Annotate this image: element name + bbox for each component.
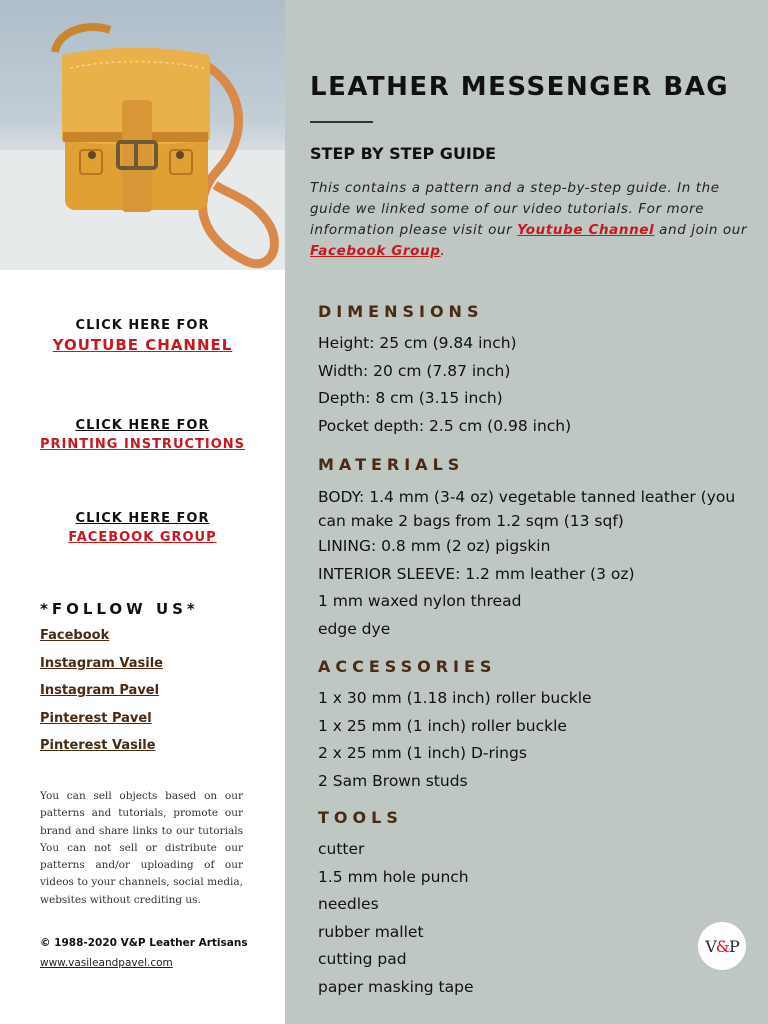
intro-paragraph: [310, 178, 750, 262]
material-item: 1 mm waxed nylon thread: [318, 592, 522, 610]
tool-item: cutter: [318, 840, 365, 858]
bag-illustration: [0, 0, 285, 270]
intro-youtube-link[interactable]: Youtube Channel: [517, 222, 655, 238]
accessory-item: 2 Sam Brown studs: [318, 771, 468, 790]
material-item: BODY: 1.4 mm (3-4 oz) vegetable tanned leather (you can make 2 bags from 1.2 sqm (13 sqf): [318, 488, 736, 530]
accessories-heading: ACCESSORIES: [318, 657, 497, 676]
page-subtitle: STEP BY STEP GUIDE: [310, 144, 497, 163]
intro-text-3: .: [440, 243, 446, 259]
printing-instructions-link[interactable]: PRINTING INSTRUCTIONS: [39, 437, 246, 452]
material-item: LINING: 0.8 mm (2 oz) pigskin: [318, 537, 551, 555]
dimensions-heading: DIMENSIONS: [318, 302, 484, 321]
bag-photo: [0, 0, 285, 270]
tool-item: cutting pad: [318, 950, 407, 968]
website-link[interactable]: www.vasileandpavel.com: [40, 957, 173, 969]
social-link-facebook[interactable]: Facebook: [40, 628, 110, 643]
cta-printing-pre: CLICK HERE FOR: [75, 418, 210, 433]
tools-list: [318, 836, 474, 1001]
right-panel: [285, 0, 768, 1024]
follow-us-heading: *FOLLOW US*: [40, 600, 199, 618]
cta-facebook-pre: CLICK HERE FOR: [75, 511, 210, 526]
social-link-pinterest-vasile[interactable]: Pinterest Vasile: [40, 738, 156, 753]
materials-list: [318, 485, 738, 643]
youtube-channel-link[interactable]: YOUTUBE CHANNEL: [52, 336, 233, 354]
intro-text-1: This contains a pattern and a step-by-step guide. In the guide we linked some of our video tutorials. For more information please visit our: [310, 180, 720, 238]
tool-item: paper masking tape: [318, 977, 474, 996]
dimensions-list: [318, 330, 571, 440]
logo-amp: &: [715, 936, 730, 956]
facebook-group-link[interactable]: FACEBOOK GROUP: [68, 530, 217, 545]
social-link-instagram-vasile[interactable]: Instagram Vasile: [40, 655, 163, 671]
cta-youtube-pre: CLICK HERE FOR: [75, 318, 210, 333]
accessory-item: 2 x 25 mm (1 inch) D-rings: [318, 744, 527, 762]
materials-heading: MATERIALS: [318, 455, 465, 474]
accessory-item: 1 x 25 mm (1 inch) roller buckle: [318, 716, 567, 735]
accessory-item: 1 x 30 mm (1.18 inch) roller buckle: [318, 689, 592, 707]
cta-printing[interactable]: [0, 418, 285, 452]
tools-heading: TOOLS: [318, 808, 403, 827]
dimension-item: Pocket depth: 2.5 cm (0.98 inch): [318, 416, 572, 435]
social-links: [40, 627, 163, 765]
dimension-item: Width: 20 cm (7.87 inch): [318, 361, 511, 380]
title-divider: [310, 121, 373, 123]
copyright: © 1988-2020 V&P Leather Artisans: [40, 937, 248, 949]
material-item: INTERIOR SLEEVE: 1.2 mm leather (3 oz): [318, 564, 635, 583]
vp-logo: [698, 922, 746, 970]
social-link-pinterest-pavel[interactable]: Pinterest Pavel: [40, 710, 152, 726]
intro-facebook-link[interactable]: Facebook Group: [310, 243, 441, 259]
accessories-list: [318, 685, 592, 795]
cta-facebook[interactable]: [0, 511, 285, 545]
intro-text-2: and join our: [654, 222, 748, 238]
dimension-item: Depth: 8 cm (3.15 inch): [318, 389, 503, 407]
usage-disclaimer: You can sell objects based on our patterns and tutorials, promote our brand and share links to our tutorials You can not sell or distribute our patterns and/or uploading of our videos to your channels, social media, websites without crediting us.: [40, 790, 243, 906]
material-item: edge dye: [318, 619, 391, 638]
tool-item: 1.5 mm hole punch: [318, 867, 469, 886]
logo-v: V: [705, 936, 716, 956]
dimension-item: Height: 25 cm (9.84 inch): [318, 334, 517, 352]
tool-item: needles: [318, 895, 379, 913]
left-column: [0, 0, 285, 1024]
logo-p: P: [729, 936, 739, 956]
cta-youtube[interactable]: [0, 318, 285, 354]
page-title: LEATHER MESSENGER BAG: [310, 72, 730, 102]
social-link-instagram-pavel[interactable]: Instagram Pavel: [40, 683, 160, 698]
tool-item: rubber mallet: [318, 922, 424, 941]
